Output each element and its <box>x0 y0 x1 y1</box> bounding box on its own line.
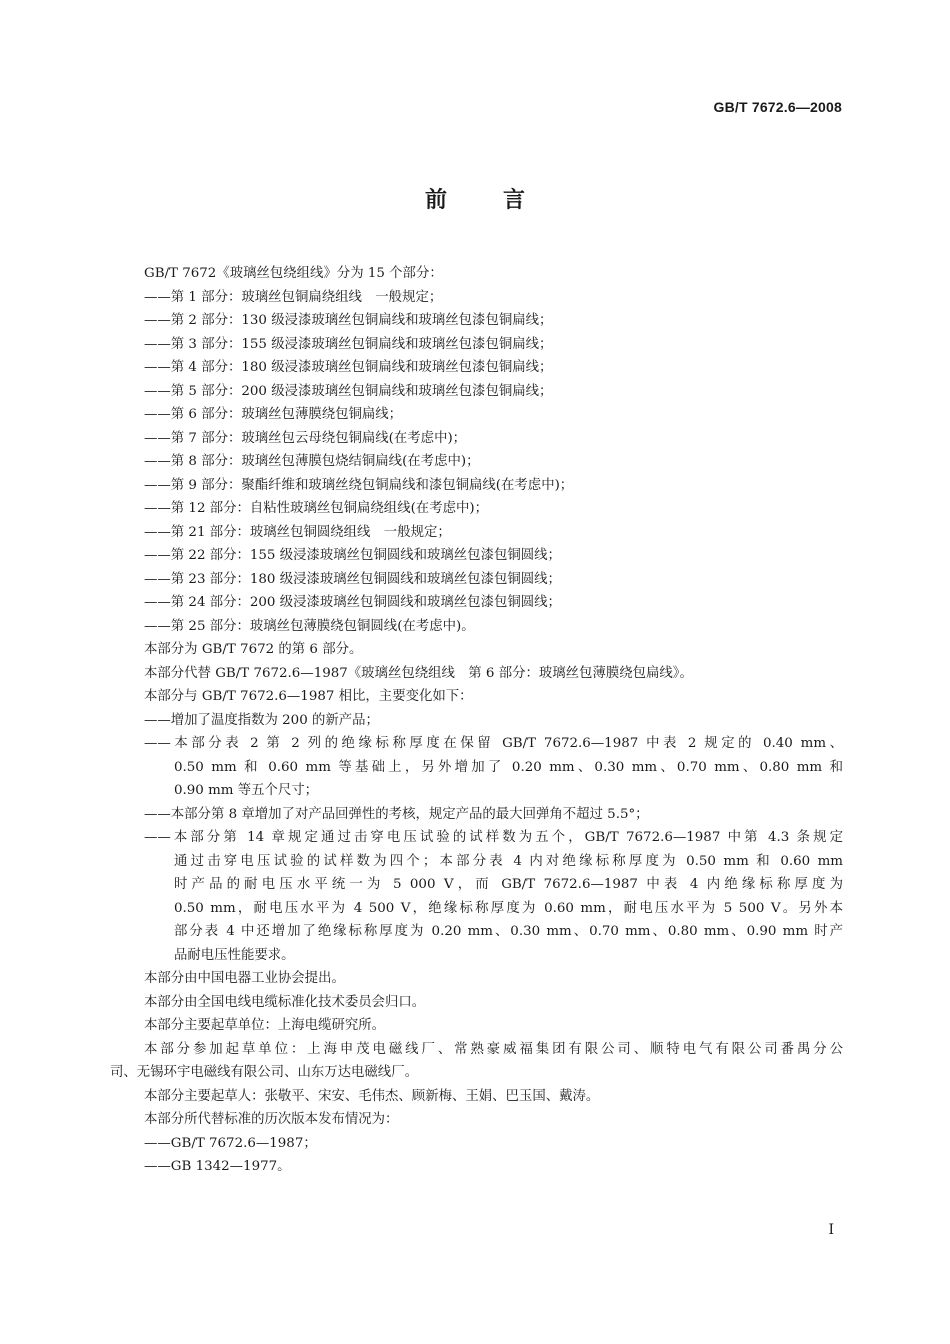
paragraph-line: 本部分为 GB/T 7672 的第 6 部分。 <box>144 642 363 657</box>
list-item-continuation: 0.90 mm 等五个尺寸； <box>174 783 319 798</box>
list-item: ——第 12 部分：自粘性玻璃丝包铜扁绕组线(在考虑中)； <box>144 501 488 516</box>
paragraph-line: 本部分与 GB/T 7672.6—1987 相比，主要变化如下： <box>144 689 473 704</box>
list-item-continuation: 通过击穿电压试验的试样数为四个；本部分表 4 内对绝缘标称厚度为 0.50 mm 和 0.60 mm <box>174 853 843 869</box>
list-item: ——第 23 部分：180 级浸漆玻璃丝包铜圆线和玻璃丝包漆包铜圆线； <box>144 571 561 587</box>
list-item: ——第 5 部分：200 级浸漆玻璃丝包铜扁线和玻璃丝包漆包铜扁线； <box>144 383 553 399</box>
list-item-continuation: 0.50 mm，耐电压水平为 4 500 V，绝缘标称厚度为 0.60 mm，耐电压水平为 5 500 V。另外本 <box>174 900 843 916</box>
list-item: ——GB/T 7672.6—1987； <box>144 1135 317 1151</box>
paragraph-continuation: 司、无锡环宇电磁线有限公司、山东万达电磁线厂。 <box>110 1065 418 1080</box>
paragraph-line: 本部分由全国电线电缆标准化技术委员会归口。 <box>144 994 426 1010</box>
page-number: I <box>828 1222 834 1238</box>
list-item-continuation: 时产品的耐电压水平统一为 5 000 V，而 GB/T 7672.6—1987 中表 4 内绝缘标称厚度为 <box>174 877 843 892</box>
list-item: ——增加了温度指数为 200 的新产品； <box>144 712 379 728</box>
paragraph-line: 本部分由中国电器工业协会提出。 <box>144 971 345 986</box>
list-item-continuation: 0.50 mm 和 0.60 mm 等基础上，另外增加了 0.20 mm、0.30 mm、0.70 mm、0.80 mm 和 <box>174 759 843 775</box>
list-item: ——第 7 部分：玻璃丝包云母绕包铜扁线(在考虑中)； <box>144 430 467 446</box>
list-item: ——第 2 部分：130 级浸漆玻璃丝包铜扁线和玻璃丝包漆包铜扁线； <box>144 313 553 328</box>
standard-number: GB/T 7672.6—2008 <box>713 99 842 115</box>
list-item: ——第 24 部分：200 级浸漆玻璃丝包铜圆线和玻璃丝包漆包铜圆线； <box>144 595 561 610</box>
list-item: ——第 8 部分：玻璃丝包薄膜包烧结铜扁线(在考虑中)； <box>144 454 480 469</box>
list-item: ——第 22 部分：155 级浸漆玻璃丝包铜圆线和玻璃丝包漆包铜圆线； <box>144 548 561 563</box>
paragraph-line: 本部分参加起草单位：上海申茂电磁线厂、常熟豪威福集团有限公司、顺特电气有限公司番禺分公 <box>144 1041 843 1057</box>
page-title: 前言 <box>424 188 581 213</box>
document-body <box>110 262 843 1179</box>
list-item: ——第 3 部分：155 级浸漆玻璃丝包铜扁线和玻璃丝包漆包铜扁线； <box>144 336 553 352</box>
paragraph-line: 本部分主要起草人：张敬平、宋安、毛伟杰、顾新梅、王娟、巴玉国、戴涛。 <box>144 1088 600 1104</box>
list-item: ——本部分表 2 第 2 列的绝缘标称厚度在保留 GB/T 7672.6—1987 中表 2 规定的 0.40 mm、 <box>144 736 843 751</box>
list-item: ——第 25 部分：玻璃丝包薄膜绕包铜圆线(在考虑中)。 <box>144 618 475 634</box>
list-item: ——第 4 部分：180 级浸漆玻璃丝包铜扁线和玻璃丝包漆包铜扁线； <box>144 360 553 375</box>
list-item-continuation: 部分表 4 中还增加了绝缘标称厚度为 0.20 mm、0.30 mm、0.70 mm、0.80 mm、0.90 mm 时产 <box>174 924 843 939</box>
paragraph-line: 本部分所代替标准的历次版本发布情况为： <box>144 1112 399 1127</box>
paragraph-line: 本部分代替 GB/T 7672.6—1987《玻璃丝包绕组线 第 6 部分：玻璃丝包薄膜绕包扁线》。 <box>144 665 693 681</box>
paragraph-line: GB/T 7672《玻璃丝包绕组线》分为 15 个部分： <box>144 266 443 281</box>
list-item: ——本部分第 8 章增加了对产品回弹性的考核，规定产品的最大回弹角不超过 5.5°； <box>144 806 649 822</box>
list-item: ——第 6 部分：玻璃丝包薄膜绕包铜扁线； <box>144 407 403 422</box>
list-item: ——第 1 部分：玻璃丝包铜扁绕组线 一般规定； <box>144 289 443 305</box>
list-item-continuation: 品耐电压性能要求。 <box>174 947 295 963</box>
paragraph-line: 本部分主要起草单位：上海电缆研究所。 <box>144 1018 386 1033</box>
list-item: ——第 9 部分：聚酯纤维和玻璃丝绕包铜扁线和漆包铜扁线(在考虑中)； <box>144 477 574 493</box>
list-item: ——GB 1342—1977。 <box>144 1159 291 1174</box>
list-item: ——第 21 部分：玻璃丝包铜圆绕组线 一般规定； <box>144 524 451 540</box>
list-item: ——本部分第 14 章规定通过击穿电压试验的试样数为五个，GB/T 7672.6—1987 中第 4.3 条规定 <box>144 830 843 845</box>
